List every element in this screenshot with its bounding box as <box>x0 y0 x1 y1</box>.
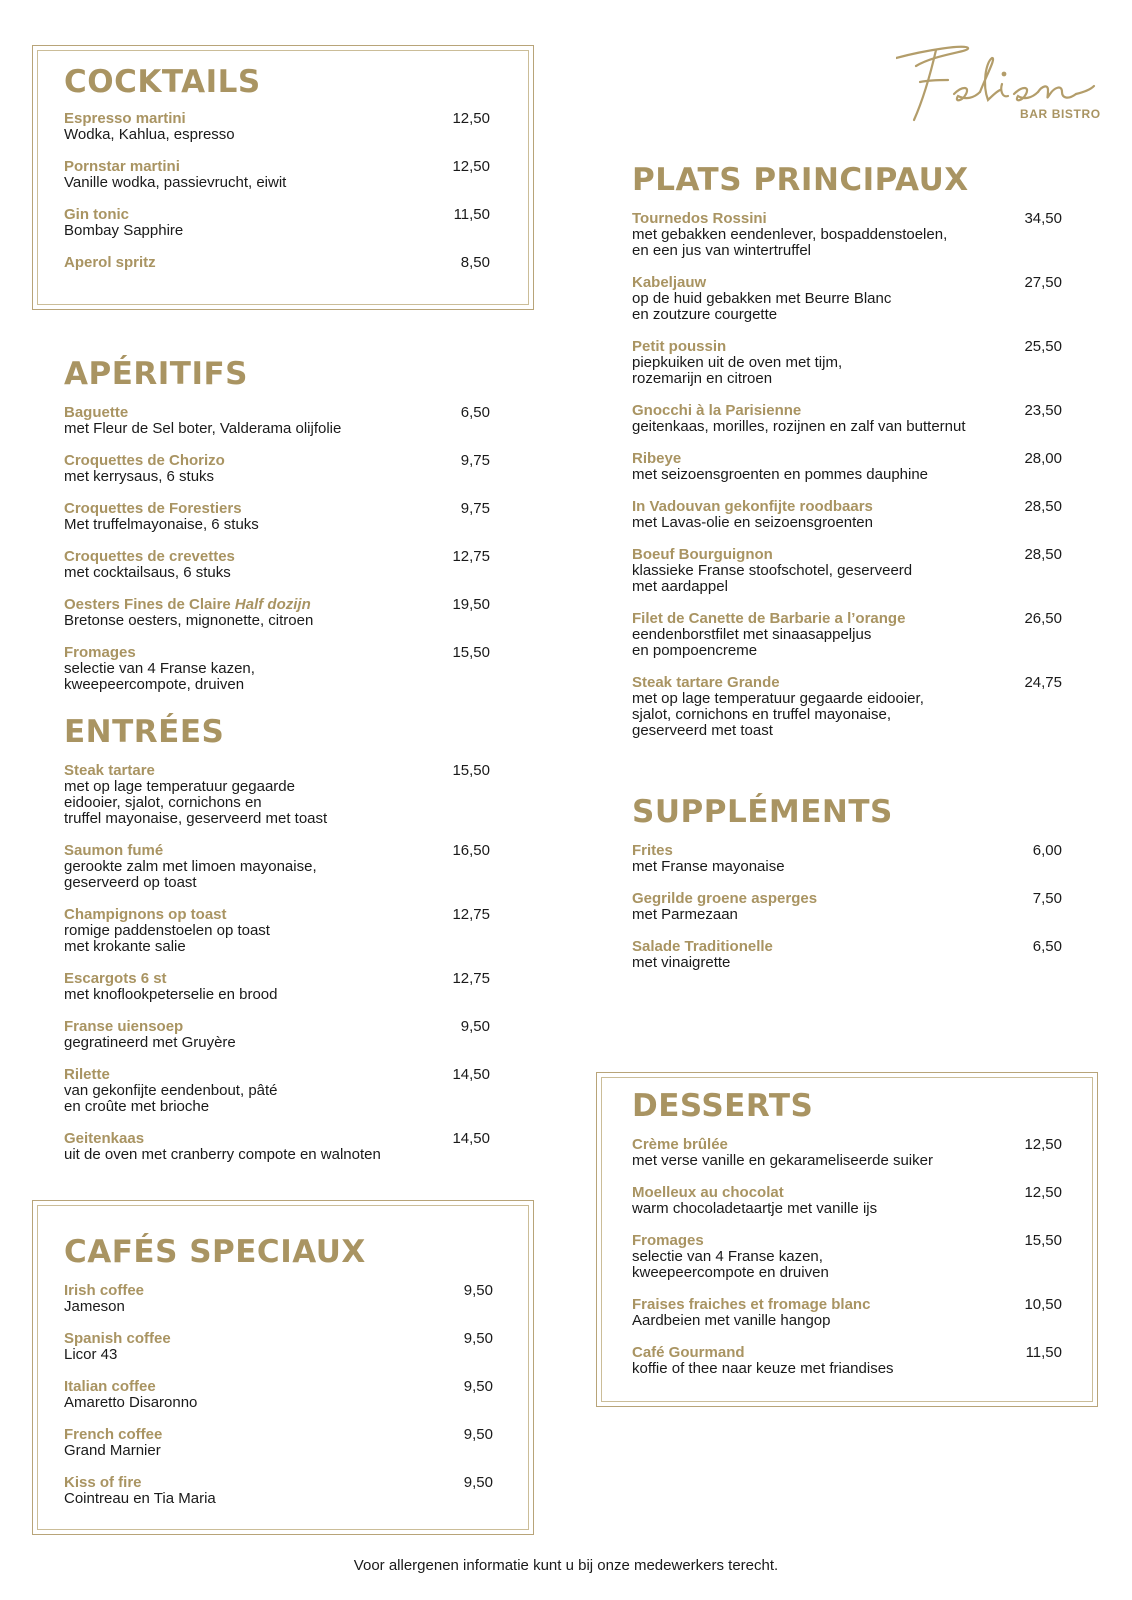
item-price: 9,50 <box>463 1474 493 1491</box>
item-price: 9,50 <box>463 1330 493 1347</box>
item-price: 9,75 <box>460 500 490 517</box>
item-desc: met verse vanille en gekarameliseerde suiker <box>632 1152 933 1169</box>
item-name: Crème brûlée <box>632 1136 728 1153</box>
menu-item <box>632 1232 1062 1281</box>
item-price: 23,50 <box>1024 402 1062 419</box>
item-desc: piepkuiken uit de oven met tijm, rozemarijn en citroen <box>632 354 843 387</box>
menu-item <box>64 762 490 827</box>
plats-section <box>632 162 1062 754</box>
supplements-section <box>632 794 1062 986</box>
item-desc: met gebakken eendenlever, bospaddenstoelen, en een jus van wintertruffel <box>632 226 948 259</box>
entrees-list <box>64 762 490 1163</box>
menu-item <box>64 452 490 485</box>
item-name: Fromages <box>632 1232 704 1249</box>
item-desc: Vanille wodka, passievrucht, eiwit <box>64 174 287 191</box>
menu-item <box>632 890 1062 923</box>
section-title: APÉRITIFS <box>64 356 248 392</box>
item-desc: warm chocoladetaartje met vanille ijs <box>632 1200 878 1217</box>
item-price: 15,50 <box>452 644 490 661</box>
item-price: 14,50 <box>452 1066 490 1083</box>
item-name-em: Half dozijn <box>234 596 311 613</box>
item-price: 19,50 <box>452 596 490 613</box>
item-price: 12,75 <box>452 548 490 565</box>
item-desc: gerookte zalm met limoen mayonaise, geserveerd op toast <box>64 858 317 891</box>
item-name: Fraises fraiches et fromage blanc <box>632 1296 871 1313</box>
item-name: Croquettes de Forestiers <box>64 500 242 517</box>
item-price: 11,50 <box>453 206 490 223</box>
menu-item <box>64 1378 493 1411</box>
menu-item <box>64 1130 490 1163</box>
item-price: 26,50 <box>1024 610 1062 627</box>
item-desc: met kerrysaus, 6 stuks <box>64 468 215 485</box>
item-name: Espresso martini <box>64 110 186 127</box>
menu-item <box>64 1330 493 1363</box>
item-price: 9,50 <box>463 1282 493 1299</box>
item-desc: van gekonfijte eendenbout, pâté en croûte met brioche <box>64 1082 278 1115</box>
item-name: Frites <box>632 842 673 859</box>
menu-item <box>632 938 1062 971</box>
item-price: 12,50 <box>452 110 490 127</box>
item-desc: koffie of thee naar keuze met friandises <box>632 1360 894 1377</box>
menu-item <box>64 596 490 629</box>
item-desc: Wodka, Kahlua, espresso <box>64 126 235 143</box>
item-price: 27,50 <box>1024 274 1062 291</box>
item-desc: romige paddenstoelen op toast met krokante salie <box>64 922 270 955</box>
menu-item <box>64 404 490 437</box>
item-price: 28,00 <box>1024 450 1062 467</box>
item-name: Boeuf Bourguignon <box>632 546 773 563</box>
item-price: 12,50 <box>452 158 490 175</box>
item-desc: Amaretto Disaronno <box>64 1394 198 1411</box>
menu-item <box>64 1018 490 1051</box>
item-price: 9,75 <box>460 452 490 469</box>
item-name: Geitenkaas <box>64 1130 145 1147</box>
item-desc: met Lavas-olie en seizoensgroenten <box>632 514 873 531</box>
item-price: 8,50 <box>460 254 490 271</box>
item-name: Pornstar martini <box>64 158 180 175</box>
menu-item <box>632 1136 1062 1169</box>
item-desc: eendenborstfilet met sinaasappeljus en pompoencreme <box>632 626 872 659</box>
item-price: 9,50 <box>463 1426 493 1443</box>
item-desc: met Fleur de Sel boter, Valderama olijfolie <box>64 420 342 437</box>
menu-item <box>632 338 1062 387</box>
item-desc: met cocktailsaus, 6 stuks <box>64 564 231 581</box>
item-name: Aperol spritz <box>64 254 156 271</box>
item-desc: Grand Marnier <box>64 1442 161 1459</box>
item-desc: klassieke Franse stoofschotel, geserveerd met aardappel <box>632 562 913 595</box>
menu-item <box>64 644 490 693</box>
item-price: 24,75 <box>1024 674 1062 691</box>
item-price: 12,75 <box>452 906 490 923</box>
item-desc: met vinaigrette <box>632 954 731 971</box>
item-price: 15,50 <box>1024 1232 1062 1249</box>
item-name: Gnocchi à la Parisienne <box>632 402 802 419</box>
section-title: DESSERTS <box>632 1088 814 1124</box>
item-price: 9,50 <box>460 1018 490 1035</box>
item-name: In Vadouvan gekonfijte roodbaars <box>632 498 873 515</box>
menu-item <box>64 906 490 955</box>
item-name: Italian coffee <box>64 1378 156 1395</box>
item-price: 16,50 <box>452 842 490 859</box>
item-name: Croquettes de crevettes <box>64 548 235 565</box>
item-name: Fromages <box>64 644 136 661</box>
menu-item <box>64 158 490 191</box>
menu-item <box>632 610 1062 659</box>
menu-item <box>64 500 490 533</box>
menu-item <box>632 450 1062 483</box>
item-price: 7,50 <box>1032 890 1062 907</box>
menu-item <box>64 1474 493 1507</box>
item-name: Rilette <box>64 1066 110 1083</box>
item-desc: op de huid gebakken met Beurre Blanc en zoutzure courgette <box>632 290 892 323</box>
item-desc: met Franse mayonaise <box>632 858 785 875</box>
item-name: Steak tartare <box>64 762 155 779</box>
menu-item <box>632 210 1062 259</box>
menu-item <box>632 546 1062 595</box>
item-name: Spanish coffee <box>64 1330 171 1347</box>
item-price: 9,50 <box>463 1378 493 1395</box>
item-name: Kabeljauw <box>632 274 707 291</box>
desserts-list <box>632 1136 1062 1377</box>
item-name: Irish coffee <box>64 1282 145 1299</box>
section-title: SUPPLÉMENTS <box>632 794 893 830</box>
section-title: PLATS PRINCIPAUX <box>632 162 969 198</box>
item-name: Kiss of fire <box>64 1474 142 1491</box>
item-price: 10,50 <box>1024 1296 1062 1313</box>
menu-item <box>64 110 490 143</box>
item-price: 12,50 <box>1024 1136 1062 1153</box>
item-desc: met Parmezaan <box>632 906 738 923</box>
section-title: CAFÉS SPECIAUX <box>64 1234 366 1270</box>
item-desc: Licor 43 <box>64 1346 118 1363</box>
section-title: COCKTAILS <box>64 64 261 100</box>
allergen-footer: Voor allergenen informatie kunt u bij onze medewerkers terecht. <box>353 1557 779 1574</box>
menu-item <box>64 1426 493 1459</box>
item-price: 34,50 <box>1024 210 1062 227</box>
item-desc: Met truffelmayonaise, 6 stuks <box>64 516 259 533</box>
item-name: Champignons op toast <box>64 906 227 923</box>
item-name: Café Gourmand <box>632 1344 745 1361</box>
item-name-main: Oesters Fines de Claire <box>64 596 231 613</box>
item-desc: geitenkaas, morilles, rozijnen en zalf van butternut <box>632 418 966 435</box>
item-desc: selectie van 4 Franse kazen, kweepeercompote, druiven <box>64 660 255 693</box>
menu-item <box>64 1282 493 1315</box>
cocktails-section <box>64 64 490 286</box>
item-name: Filet de Canette de Barbarie a l’orange <box>632 610 906 627</box>
menu-item <box>64 254 490 271</box>
item-price: 11,50 <box>1025 1344 1062 1361</box>
item-name: Petit poussin <box>632 338 727 355</box>
aperitifs-list <box>64 404 490 693</box>
cafes-section <box>64 1234 493 1522</box>
item-price: 12,50 <box>1024 1184 1062 1201</box>
menu-item <box>632 1344 1062 1377</box>
logo-subtitle: BAR BISTRO <box>1020 107 1101 121</box>
item-name: Gegrilde groene asperges <box>632 890 818 907</box>
supplements-list <box>632 842 1062 971</box>
item-price: 14,50 <box>452 1130 490 1147</box>
item-name <box>64 596 490 613</box>
item-price: 6,50 <box>460 404 490 421</box>
desserts-section <box>632 1088 1062 1392</box>
item-name: Salade Traditionelle <box>632 938 773 955</box>
menu-item <box>64 842 490 891</box>
item-desc: Bretonse oesters, mignonette, citroen <box>64 612 314 629</box>
item-name: Escargots 6 st <box>64 970 167 987</box>
aperitifs-section <box>64 356 490 708</box>
item-price: 6,00 <box>1032 842 1062 859</box>
item-name: French coffee <box>64 1426 163 1443</box>
item-desc: selectie van 4 Franse kazen, kweepeercompote en druiven <box>632 1248 829 1281</box>
item-name: Ribeye <box>632 450 682 467</box>
item-desc: met seizoensgroenten en pommes dauphine <box>632 466 929 483</box>
menu-item <box>64 970 490 1003</box>
menu-item <box>632 1296 1062 1329</box>
item-price: 15,50 <box>452 762 490 779</box>
menu-item <box>64 206 490 239</box>
item-desc: met op lage temperatuur gegaarde eidooier, sjalot, cornichons en truffel mayonaise, geserveerd met toast <box>64 778 328 827</box>
menu-item <box>632 274 1062 323</box>
menu-item <box>632 402 1062 435</box>
item-desc: gegratineerd met Gruyère <box>64 1034 236 1051</box>
section-title: ENTRÉES <box>64 714 225 750</box>
item-desc: Bombay Sapphire <box>64 222 184 239</box>
item-desc: met op lage temperatuur gegaarde eidooier, sjalot, cornichons en truffel mayonaise, geserveerd met toast <box>632 690 924 739</box>
entrees-section <box>64 714 490 1178</box>
item-name: Saumon fumé <box>64 842 164 859</box>
item-name: Steak tartare Grande <box>632 674 780 691</box>
item-name: Gin tonic <box>64 206 129 223</box>
item-desc: met knoflookpeterselie en brood <box>64 986 278 1003</box>
menu-item <box>632 842 1062 875</box>
menu-item <box>64 548 490 581</box>
plats-list <box>632 210 1062 739</box>
item-name: Franse uiensoep <box>64 1018 184 1035</box>
item-name: Tournedos Rossini <box>632 210 767 227</box>
item-price: 28,50 <box>1024 498 1062 515</box>
item-desc: Cointreau en Tia Maria <box>64 1490 216 1507</box>
item-desc: Aardbeien met vanille hangop <box>632 1312 831 1329</box>
cocktails-list <box>64 110 490 271</box>
item-price: 6,50 <box>1032 938 1062 955</box>
cafes-list <box>64 1282 493 1507</box>
item-price: 28,50 <box>1024 546 1062 563</box>
menu-item <box>632 498 1062 531</box>
menu-item <box>64 1066 490 1115</box>
item-desc: Jameson <box>64 1298 125 1315</box>
item-desc: uit de oven met cranberry compote en walnoten <box>64 1146 381 1163</box>
menu-item <box>632 1184 1062 1217</box>
item-name: Moelleux au chocolat <box>632 1184 784 1201</box>
item-price: 25,50 <box>1024 338 1062 355</box>
menu-item <box>632 674 1062 739</box>
item-price: 12,75 <box>452 970 490 987</box>
item-name: Croquettes de Chorizo <box>64 452 225 469</box>
item-name: Baguette <box>64 404 129 421</box>
